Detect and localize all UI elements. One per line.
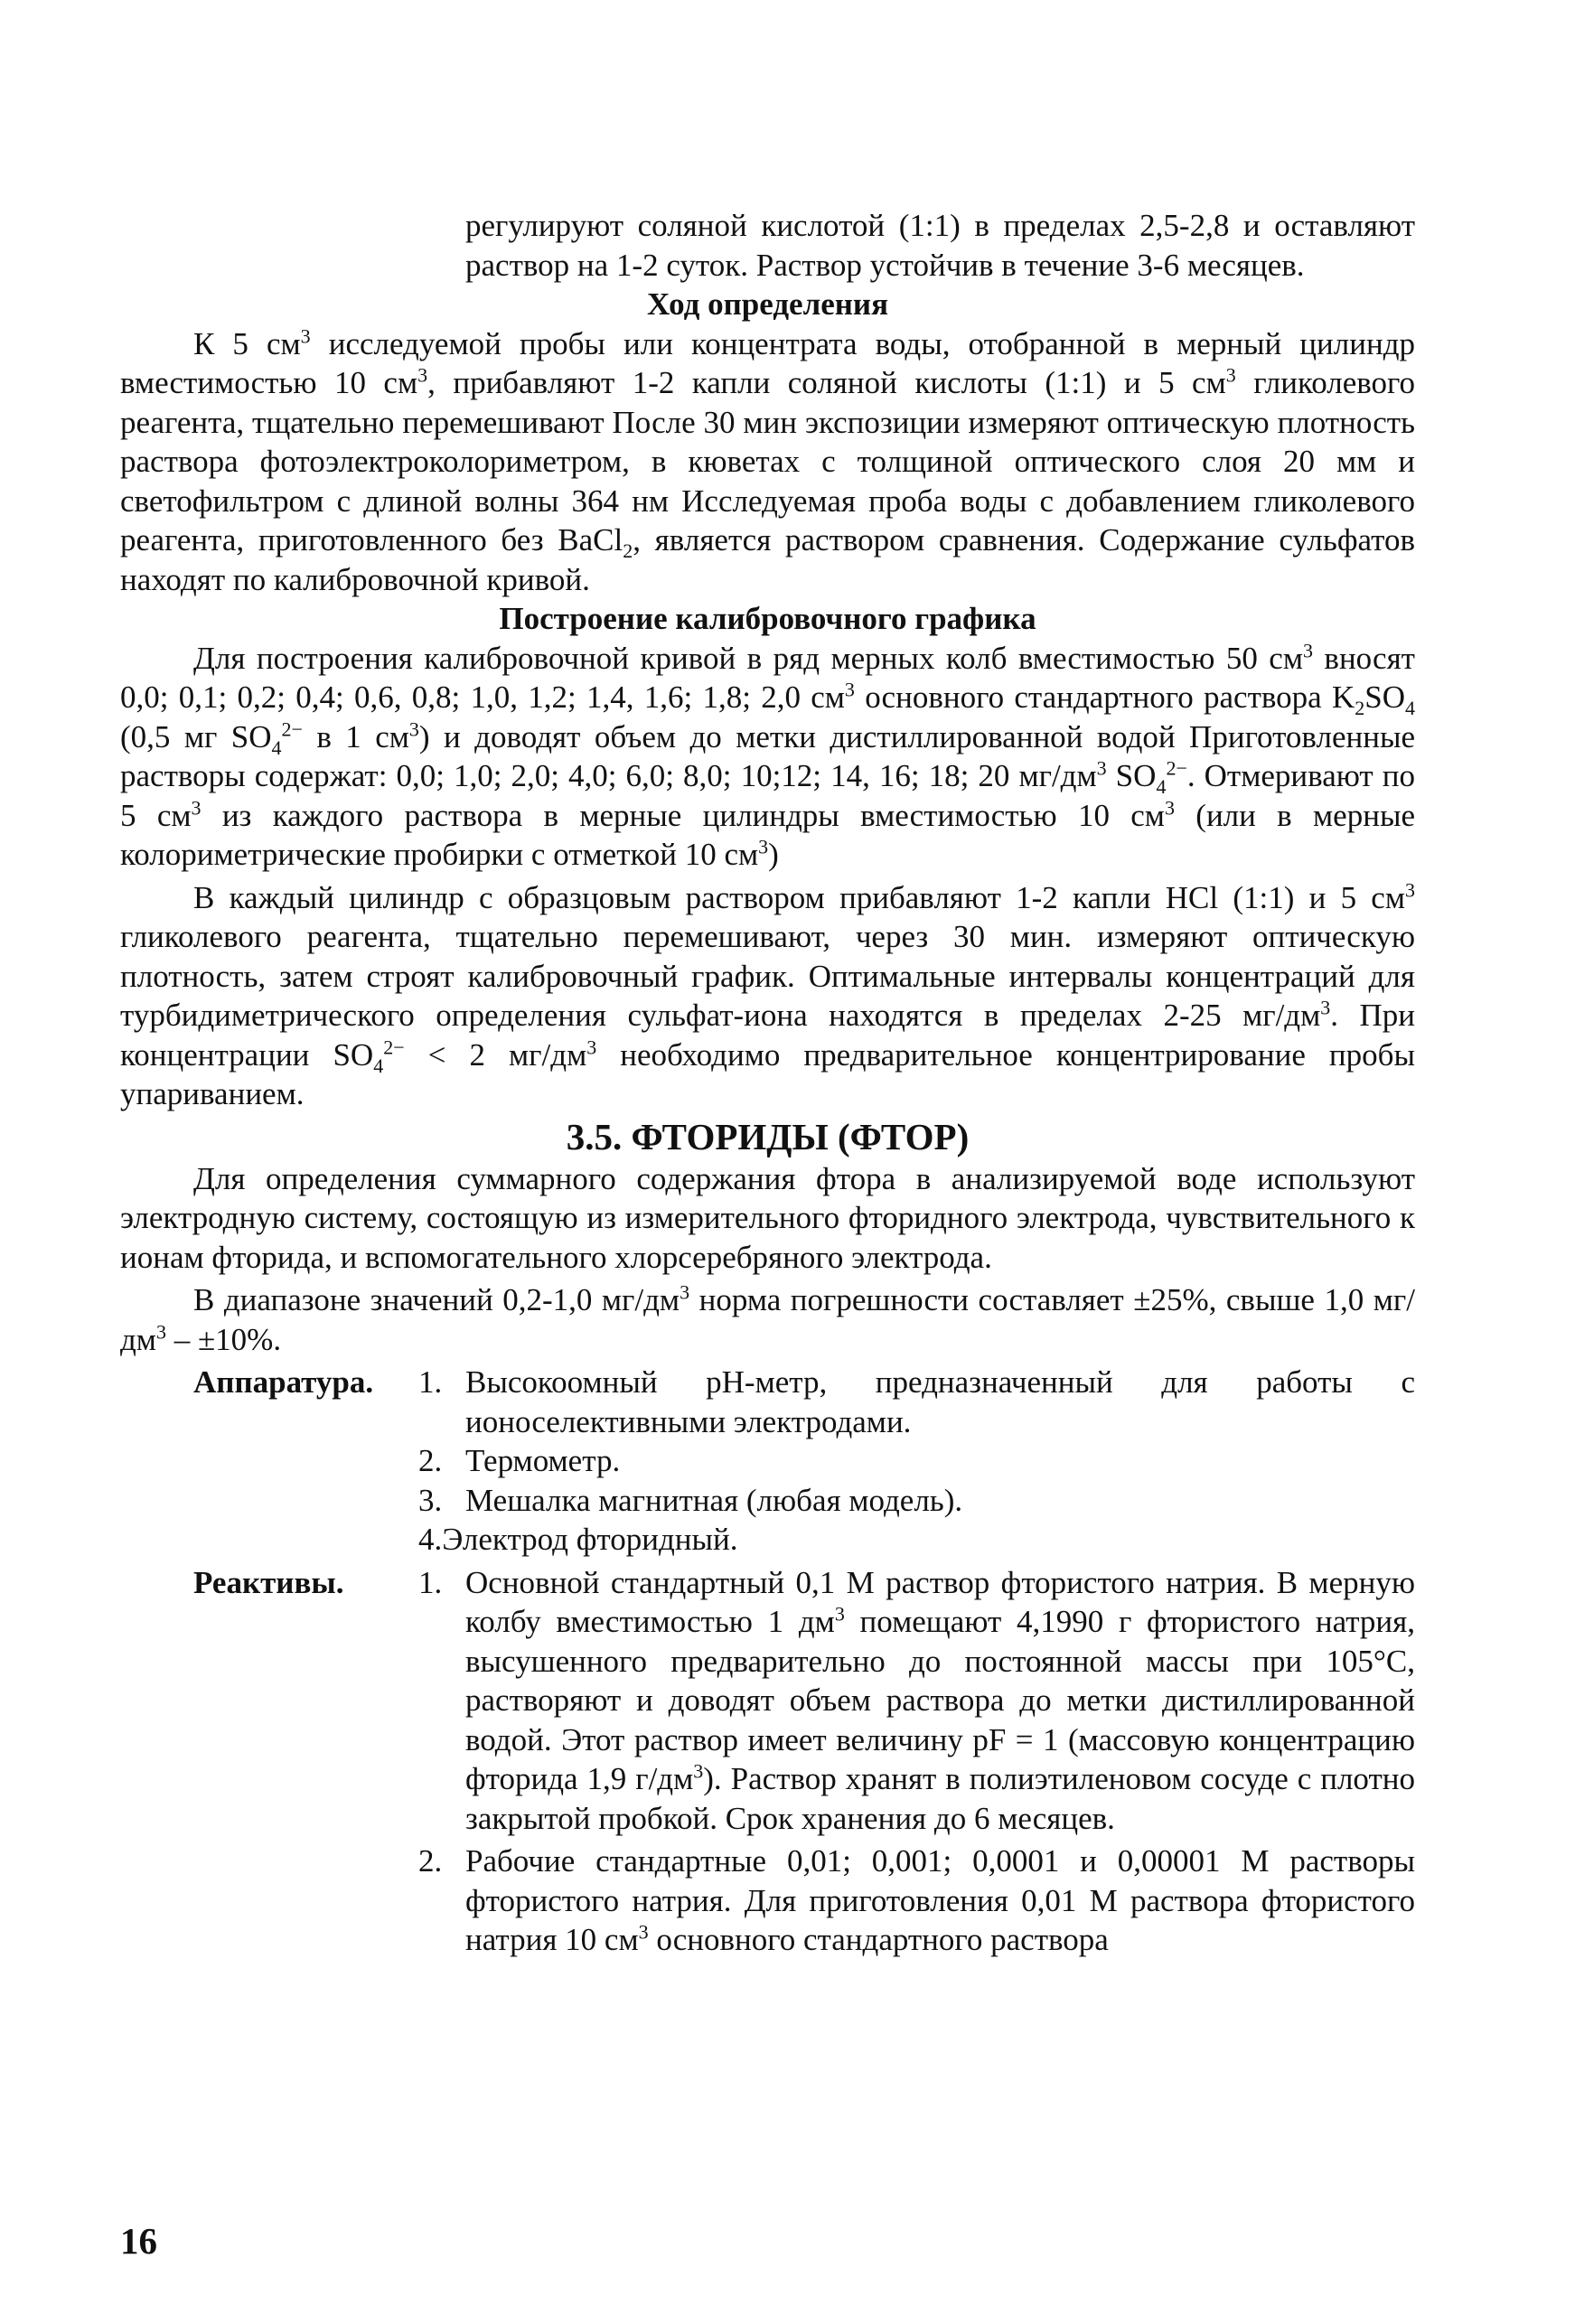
calibration-paragraph-2: В каждый цилиндр с образцовым раствором прибавляют 1-2 капли HCl (1:1) и 5 $см^3$ гликолевого реагента, тщательно перемешивают, через 30 мин. измеряют оптическую плотность, затем строят калибровочный график. Оптимальные интервалы концентраций для турбидиметрического определения сульфат-иона находятся в пределах 2-25 $мг/дм^3$. При концентрации $SO_4^{2-} < 2$ $мг/дм^3$ необходимо предварительное концентрирование пробы упариванием. [120,877,1415,1111]
list-item-text: Рабочие стандартные 0,01; 0,001; 0,0001 и 0,00001 М растворы фтористого натрия. Для приготовления 0,01 М раствора фтористого натрия 10 $см^3$ основного стандартного раствора [465,1843,1415,1957]
apparatus-item-3 [120,1481,1415,1521]
list-item-text: Термометр. [465,1443,621,1478]
list-number: 2. [418,1443,443,1478]
page-number: 16 [120,2220,157,2262]
page-content [120,206,1415,1960]
apparatus-label: Аппаратура. [193,1364,374,1400]
fluoride-section-heading: 3.5. ФТОРИДЫ (ФТОР) [566,1115,970,1157]
reagents-item-2 [120,1841,1415,1960]
list-number: 2. [418,1843,443,1879]
list-number: 1. [418,1364,443,1400]
list-item-text: Мешалка магнитная (любая модель). [465,1482,963,1518]
procedure-heading: Ход определения [646,286,889,322]
continuation-paragraph: регулируют соляной кислотой (1:1) в пределах 2,5-2,8 и оставляют раствор на 1-2 суток. Раствор устойчив в течение 3-6 месяцев. [465,208,1415,283]
list-item-text: 4.Электрод фторидный. [418,1522,738,1557]
fluoride-paragraph-2: В диапазоне значений 0,2-1,0 $мг/дм^3$ норма погрешности составляет ±25%, свыше 1,0 $мг/дм^3 - \pm 10\%$. [120,1280,1415,1357]
list-item-text: Основной стандартный 0,1 М раствор фтористого натрия. В мерную колбу вместимостью 1 $дм^3$ помещают 4,1990 г фтористого натрия, высушенного предварительно до постоянной массы при 105°С, растворяют и доводят объем раствора до метки дистиллированной водой. Этот раствор имеет величину pF = 1 (массовую концентрацию фторида 1,9 $г/дм^3$). Раствор хранят в полиэтиленовом сосуде с плотно закрытой пробкой. Срок хранения до 6 месяцев. [465,1564,1415,1836]
calibration-heading: Построение калибровочного графика [499,601,1036,636]
fluoride-paragraph-1: Для определения суммарного содержания фтора в анализируемой воде используют электродную систему, состоящую из измерительного фторидного электрода, чувствительного к ионам фторида, и вспомогательного хлорсеребряного электрода. [120,1160,1415,1275]
list-number: 3. [418,1482,443,1518]
calibration-paragraph-1: Для построения калибровочной кривой в ряд мерных колб вместимостью 50 $см^3$ вносят 0,0; 0,1; 0,2; 0,4; 0,6, 0,8; 1,0, 1,2; 1,4, 1,6; 1,8; 2,0 $см^3$ основного стандартного раствора $K_2SO_4$ (0,5 мг $SO_4^{2-}$ в 1 $см^3$) и доводят объем до метки дистиллированной водой Приготовленные растворы содержат: 0,0; 1,0; 2,0; 4,0; 6,0; 8,0; 10;12; 14, 16; 18; 20 $мг/дм^3$ $SO_4^{2-}$. Отмеривают по 5 $см^3$ из каждого раствора в мерные цилиндры вместимостью 10 $см^3$ (или в мерные колориметрические пробирки с отметкой 10 $см^3$) [120,638,1415,872]
procedure-paragraph: К 5 $см^3$ исследуемой пробы или концентрата воды, отобранной в мерный цилиндр вместимостью 10 $см^3$, прибавляют 1-2 капли соляной кислоты (1:1) и 5 $см^3$ гликолевого реагента, тщательно перемешивают После 30 мин экспозиции измеряют оптическую плотность раствора фотоэлектроколориметром, в кюветах с толщиной оптического слоя 20 мм и светофильтром с длиной волны 364 нм Исследуемая проба воды с добавлением гликолевого реагента, приготовленного без BaCl$_2$, является раствором сравнения. Содержание сульфатов находят по калибровочной кривой. [120,323,1416,597]
apparatus-item-4 [120,1520,1415,1560]
list-number: 1. [418,1564,443,1600]
list-item-text: Высокоомный pH-метр, предназначенный для работы с ионоселективными электродами. [465,1364,1415,1439]
reagents-item-1 [120,1563,1415,1839]
apparatus-item-1 [120,1363,1415,1441]
reagents-label: Реактивы. [193,1564,344,1600]
apparatus-item-2 [120,1441,1415,1481]
